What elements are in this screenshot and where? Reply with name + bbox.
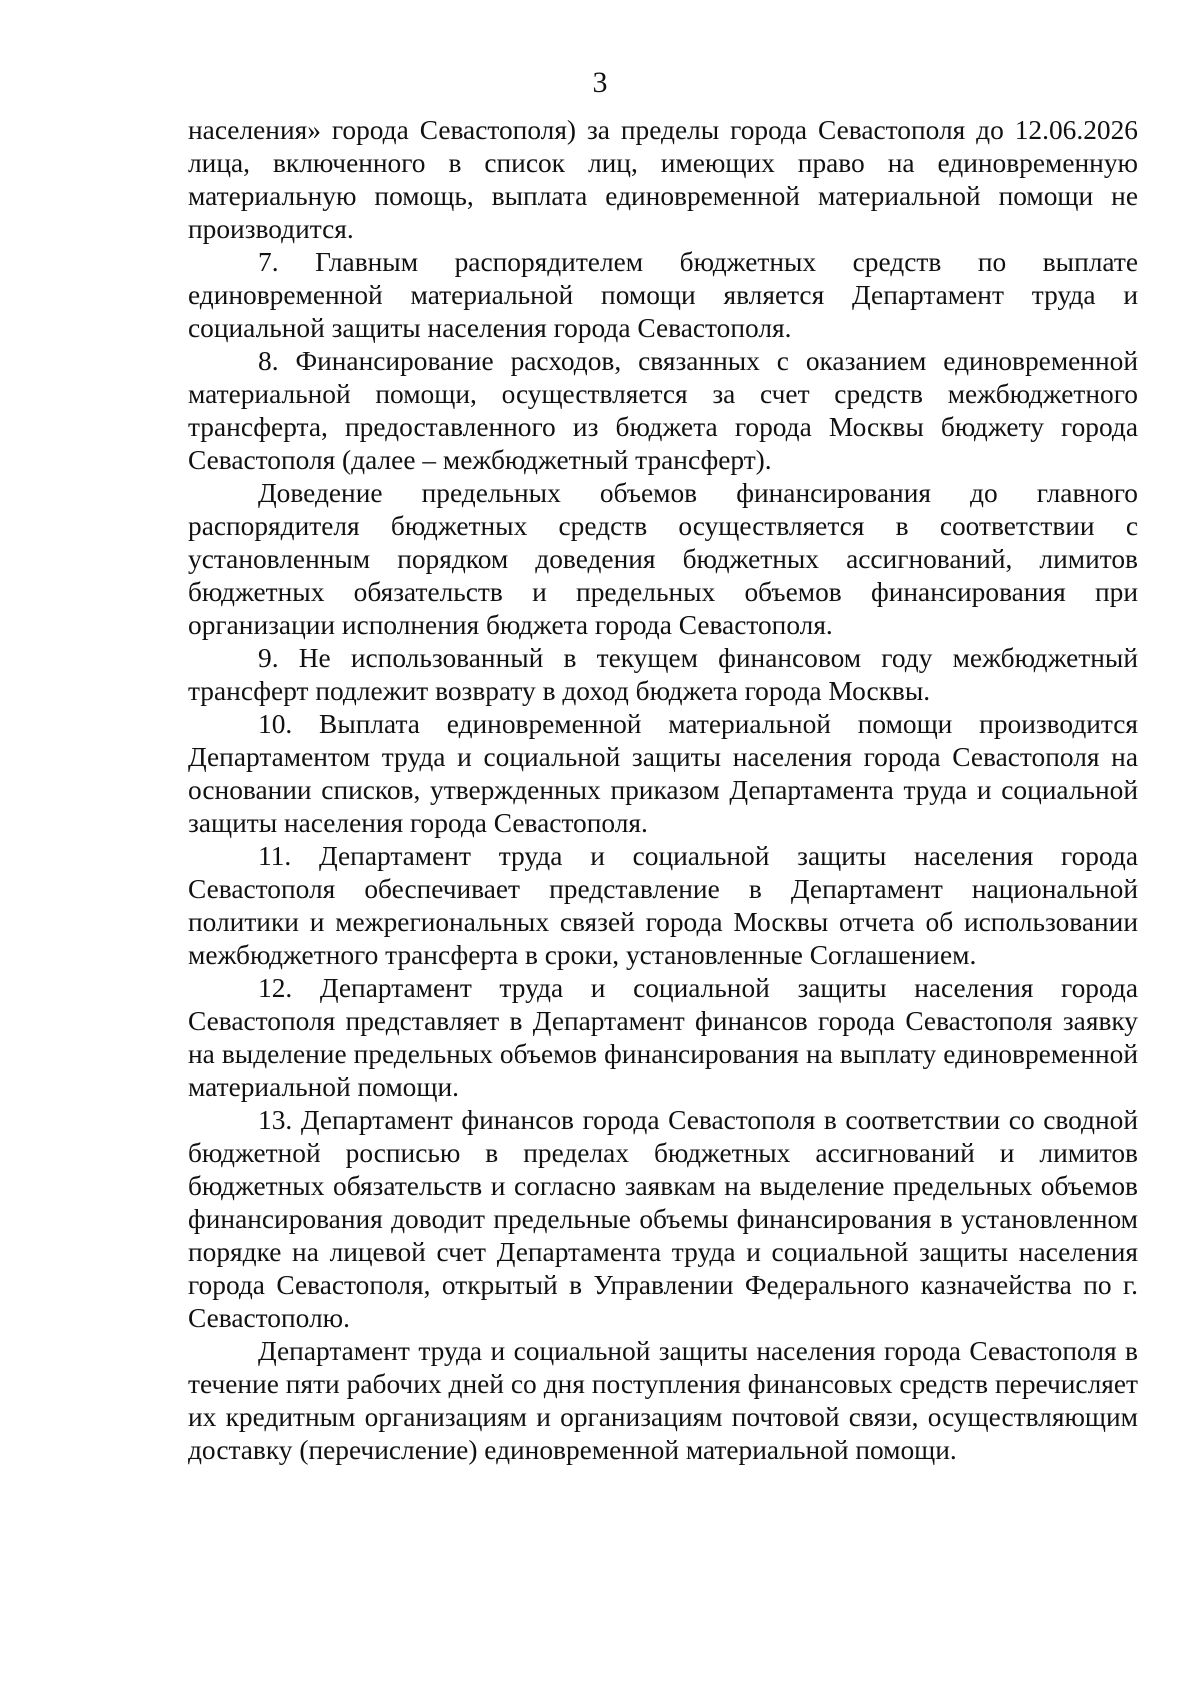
paragraph-item-9: 9. Не использованный в текущем финансовом году межбюджетный трансферт подлежит возврату в доход бюджета города Москвы. xyxy=(188,643,1138,706)
paragraph-item-13-transfer: Департамент труда и социальной защиты населения города Севастополя в течение пяти рабочих дней со дня поступления финансовых средств перечисляет их кредитным организациям и организациям почтовой связи, осуществляющим доставку (перечисление) единовременной материальной помощи. xyxy=(188,1336,1138,1465)
page-number: 3 xyxy=(592,66,608,99)
paragraph-item-12: 12. Департамент труда и социальной защиты населения города Севастополя представляет в Департамент финансов города Севастополя заявку на выделение предельных объемов финансирования на выплату единовременной материальной помощи. xyxy=(188,973,1138,1102)
document-body xyxy=(188,114,1138,1467)
paragraph-item-13: 13. Департамент финансов города Севастополя в соответствии со сводной бюджетной росписью в пределах бюджетных ассигнований и лимитов бюджетных обязательств и согласно заявкам на выделение предельных объемов финансирования доводит предельные объемы финансирования в установленном порядке на лицевой счет Департамента труда и социальной защиты населения города Севастополя, открытый в Управлении Федерального казначейства по г. Севастополю. xyxy=(188,1105,1138,1333)
paragraph-item-8: 8. Финансирование расходов, связанных с оказанием единовременной материальной помощи, осуществляется за счет средств межбюджетного трансферта, предоставленного из бюджета города Москвы бюджету города Севастополя (далее – межбюджетный трансферт). xyxy=(188,346,1138,475)
paragraph-item-7: 7. Главным распорядителем бюджетных средств по выплате единовременной материальной помощи является Департамент труда и социальной защиты населения города Севастополя. xyxy=(188,247,1138,343)
paragraph-item-11: 11. Департамент труда и социальной защиты населения города Севастополя обеспечивает представление в Департамент национальной политики и межрегиональных связей города Москвы отчета об использовании межбюджетного трансферта в сроки, установленные Соглашением. xyxy=(188,841,1138,970)
paragraph-item-10: 10. Выплата единовременной материальной помощи производится Департаментом труда и социальной защиты населения города Севастополя на основании списков, утвержденных приказом Департамента труда и социальной защиты населения города Севастополя. xyxy=(188,709,1138,838)
paragraph-continuation: населения» города Севастополя) за пределы города Севастополя до 12.06.2026 лица, включенного в список лиц, имеющих право на единовременную материальную помощь, выплата единовременной материальной помощи не производится. xyxy=(188,115,1138,244)
paragraph-item-8-limits: Доведение предельных объемов финансирования до главного распорядителя бюджетных средств осуществляется в соответствии с установленным порядком доведения бюджетных ассигнований, лимитов бюджетных обязательств и предельных объемов финансирования при организации исполнения бюджета города Севастополя. xyxy=(188,478,1138,640)
